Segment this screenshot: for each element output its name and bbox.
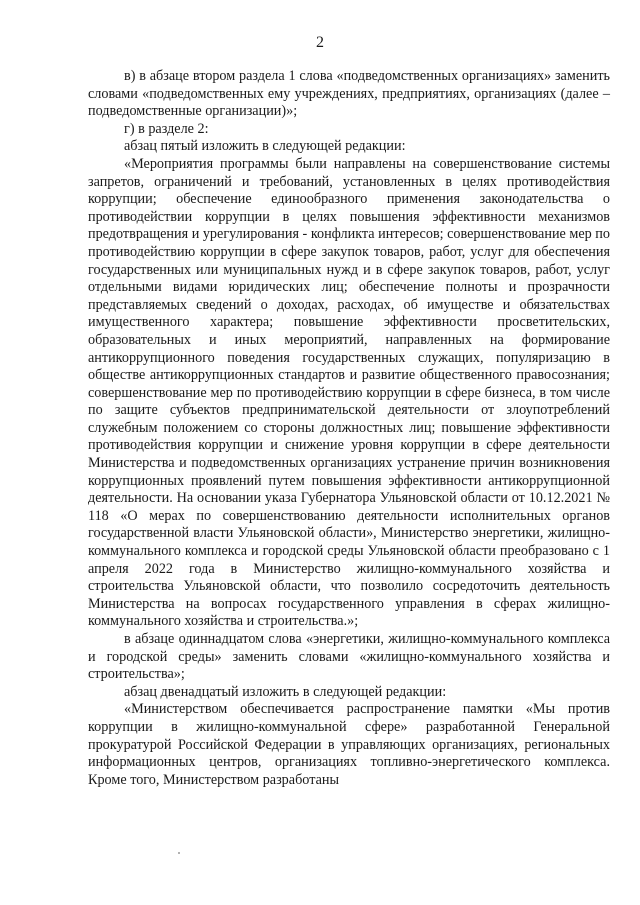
page-number: 2 — [316, 34, 324, 51]
paragraph-amendment-g: г) в разделе 2: — [124, 120, 209, 137]
paragraph-abzac-12-intro: абзац двенадцатый изложить в следующей редакции: — [124, 683, 447, 700]
scan-speck — [178, 852, 180, 854]
paragraph-abzac-11: в абзаце одиннадцатом слова «энергетики, жилищно-коммунального комплекса и городской среды» заменить словами «жилищно-коммунального хозяйства и строительства»; — [88, 631, 610, 683]
document-body — [88, 68, 610, 789]
paragraph-abzac-5-text: «Мероприятия программы были направлены на совершенствование системы запретов, ограничений и требований, установленных в целях противодействия коррупции; обеспечение единообразного применения законодательства о противодействии коррупции в целях повышения эффективности механизмов предотвращения и урегулирования - конфликта интересов; совершенствование мер по противодействию коррупции в сфере закупок товаров, работ, услуг для обеспечения государственных или муниципальных нужд и в сфере закупок товаров, работ, услуг отдельными видами юридических лиц; обеспечение полноты и прозрачности представляемых сведений о доходах, расходах, об имуществе и обязательствах имущественного характера; повышение эффективности просветительских, образовательных и иных мероприятий, направленных на формирование антикоррупционного поведения государственных служащих, популяризацию в обществе антикоррупционных стандартов и развитие общественного правосознания; совершенствование мер по противодействию коррупции в сфере бизнеса, в том числе по защите субъектов предпринимательской деятельности от злоупотреблений служебным положением со стороны должностных лиц; повышение эффективности противодействия коррупции и снижение уровня коррупции в сфере деятельности Министерства и подведомственных организациях устранение причин возникновения коррупционных проявлений путем повышения эффективности антикоррупционной деятельности. На основании указа Губернатора Ульяновской области от 10.12.2021 № 118 «О мерах по совершенствованию деятельности исполнительных органов государственной власти Ульяновской области», Министерство энергетики, жилищно-коммунального комплекса и городской среды Ульяновской области преобразовано с 1 апреля 2022 года в Министерство жилищно-коммунального хозяйства и строительства Ульяновской области, что позволило сосредоточить деятельность Министерства на вопросах государственного управления в сферах жилищно-коммунального хозяйства и строительства.»; — [88, 155, 610, 630]
paragraph-abzac-5-intro: абзац пятый изложить в следующей редакции: — [124, 138, 406, 155]
paragraph-amendment-v: в) в абзаце втором раздела 1 слова «подведомственных организациях» заменить словами «подведомственных ему учреждениях, предприятиях, организациях (далее – подведомственные организации)»; — [88, 68, 610, 120]
paragraph-abzac-12-text: «Министерством обеспечивается распространение памятки «Мы против коррупции в жилищно-коммунальной сфере» разработанной Генеральной прокуратурой Российской Федерации в управляющих организациях, региональных информационных центров, организациях топливно-энергетического комплекса. Кроме того, Министерством разработаны — [88, 701, 610, 788]
